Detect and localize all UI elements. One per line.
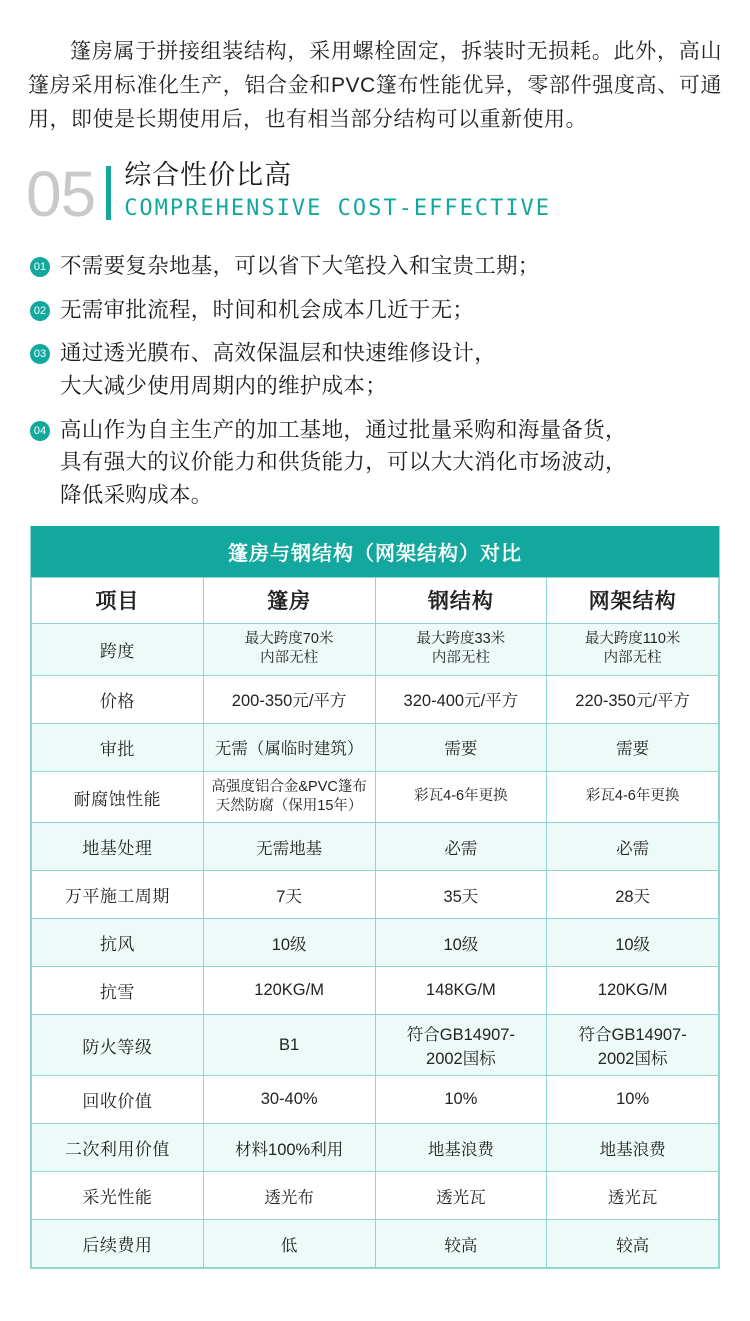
bullet-item: [30, 294, 728, 327]
table-row-label: 防火等级: [32, 1015, 204, 1076]
table-cell: [375, 623, 547, 675]
table-cell-line: 地基浪费: [427, 1140, 494, 1159]
table-row-label: 跨度: [32, 623, 204, 675]
bullet-item: [30, 414, 728, 512]
table-cell-line: 低: [280, 1236, 298, 1255]
table-cell: [547, 1015, 719, 1076]
table-row-label: 抗雪: [32, 967, 204, 1015]
table-cell-line: 天然防腐（保用15年）: [215, 798, 363, 815]
table-cell: [203, 1015, 375, 1076]
table-cell: [375, 1220, 547, 1268]
table-cell: [547, 1172, 719, 1220]
table-col-header: 网架结构: [547, 577, 719, 623]
section-heading: [26, 158, 728, 234]
table-cell-line: 35天: [443, 887, 479, 906]
table-row: [32, 723, 719, 771]
table-cell-line: 7天: [276, 887, 302, 906]
table-cell: [375, 967, 547, 1015]
table-cell-line: 内部无柱: [260, 650, 319, 667]
table-row-label: 耐腐蚀性能: [32, 771, 204, 823]
table-cell-line: 148KG/M: [426, 981, 496, 1000]
bullet-number-badge: 04: [30, 421, 50, 441]
table-cell: [547, 675, 719, 723]
comparison-table: [31, 526, 719, 1269]
table-cell-line: 10级: [615, 935, 651, 954]
document-page: [0, 21, 750, 1321]
table-row-label: 价格: [32, 675, 204, 723]
section-divider-bar: [106, 166, 111, 220]
table-cell: [547, 623, 719, 675]
table-cell-line: 较高: [616, 1236, 650, 1255]
table-col-header: 项目: [32, 577, 204, 623]
table-cell: [203, 1076, 375, 1124]
table-cell: [375, 723, 547, 771]
bullet-item: [30, 250, 728, 283]
table-cell-line: 10级: [271, 935, 307, 954]
table-cell: [203, 967, 375, 1015]
table-cell-line: 较高: [444, 1236, 478, 1255]
table-cell: [375, 1124, 547, 1172]
table-cell-line: B1: [279, 1035, 300, 1054]
section-title-en: COMPREHENSIVE COST-EFFECTIVE: [124, 196, 552, 222]
table-cell-line: 最大跨度70米: [244, 630, 334, 647]
table-cell: [375, 871, 547, 919]
table-header-row: [32, 577, 719, 623]
table-row-label: 后续费用: [32, 1220, 204, 1268]
table-cell: [547, 871, 719, 919]
table-cell-line: 必需: [444, 839, 478, 858]
table-cell-line: 符合GB14907-: [578, 1026, 687, 1045]
table-cell-line: 320-400元/平方: [403, 692, 519, 711]
table-col-header: 篷房: [203, 577, 375, 623]
table-cell: [375, 823, 547, 871]
intro-paragraph: 篷房属于拼接组装结构，采用螺栓固定，拆装时无损耗。此外，高山篷房采用标准化生产，铝合金和PVC篷布性能优异，零部件强度高、可通用，即使是长期使用后，也有相当部分结构可以重新使用。: [28, 40, 722, 132]
table-cell-line: 透光瓦: [607, 1188, 658, 1207]
table-row-label: 抗风: [32, 919, 204, 967]
table-cell: [203, 1124, 375, 1172]
table-cell-line: 需要: [616, 740, 650, 759]
table-cell-line: 28天: [615, 887, 651, 906]
bullet-line: 具有强大的议价能力和供货能力，可以大大消化市场波动，: [60, 450, 627, 475]
table-cell-line: 无需地基: [256, 839, 323, 858]
bullet-line: 通过透光膜布、高效保温层和快速维修设计，: [60, 341, 497, 366]
table-cell-line: 透光布: [264, 1188, 314, 1207]
table-cell-line: 彩瓦4-6年更换: [414, 788, 508, 805]
table-cell: [375, 675, 547, 723]
table-cell-line: 10%: [616, 1090, 650, 1109]
table-cell-line: 需要: [444, 740, 478, 759]
table-cell-line: 10级: [443, 935, 479, 954]
table-cell: [547, 1124, 719, 1172]
table-cell-line: 材料100%利用: [235, 1140, 344, 1159]
bullet-line: 降低采购成本。: [60, 483, 213, 508]
comparison-table-wrapper: [30, 526, 720, 1270]
table-col-header: 钢结构: [375, 577, 547, 623]
table-row-label: 万平施工周期: [32, 871, 204, 919]
table-row-label: 采光性能: [32, 1172, 204, 1220]
table-cell: [375, 919, 547, 967]
table-cell: [547, 1220, 719, 1268]
table-cell: [203, 823, 375, 871]
table-cell-line: 地基浪费: [599, 1140, 666, 1159]
bullet-line: 大大减少使用周期内的维护成本；: [60, 374, 388, 399]
table-row: [32, 871, 719, 919]
bullet-item: [30, 337, 728, 402]
table-row: [32, 1172, 719, 1220]
section-title-group: [124, 158, 551, 221]
table-cell-line: 2002国标: [426, 1050, 496, 1069]
table-cell: [203, 623, 375, 675]
table-row-label: 回收价值: [32, 1076, 204, 1124]
table-row: [32, 1124, 719, 1172]
table-row-label: 审批: [32, 723, 204, 771]
table-cell-line: 120KG/M: [254, 981, 324, 1000]
table-cell-line: 最大跨度33米: [416, 630, 506, 647]
bullet-number-badge: 01: [30, 257, 50, 277]
table-cell: [203, 675, 375, 723]
table-cell: [547, 723, 719, 771]
table-cell-line: 无需（属临时建筑）: [214, 740, 364, 759]
table-cell-line: 必需: [616, 839, 650, 858]
table-row: [32, 1015, 719, 1076]
table-row: [32, 919, 719, 967]
bullet-number-badge: 02: [30, 301, 50, 321]
section-number: 05: [26, 158, 96, 231]
table-body: [32, 623, 719, 1268]
table-cell-line: 120KG/M: [597, 981, 668, 1000]
bullet-number-badge: 03: [30, 344, 50, 364]
table-cell: [203, 919, 375, 967]
table-cell-line: 200-350元/平方: [231, 692, 347, 711]
table-cell-line: 高强度铝合金&PVC篷布: [211, 778, 367, 795]
table-cell-line: 内部无柱: [431, 650, 490, 667]
table-cell-line: 10%: [444, 1090, 478, 1109]
bullet-line: 高山作为自主生产的加工基地，通过批量采购和海量备货，: [60, 417, 627, 442]
table-cell: [375, 1015, 547, 1076]
table-cell-line: 符合GB14907-: [406, 1026, 515, 1045]
bullet-line: 无需审批流程，时间和机会成本几近于无；: [60, 297, 475, 322]
table-cell: [203, 871, 375, 919]
table-cell: [375, 1172, 547, 1220]
table-caption: 篷房与钢结构（网架结构）对比: [31, 526, 719, 577]
table-cell-line: 220-350元/平方: [575, 692, 690, 711]
bullet-text: [60, 337, 496, 402]
table-cell: [375, 771, 547, 823]
bullet-list: [30, 250, 728, 512]
table-cell: [203, 1172, 375, 1220]
table-cell: [547, 919, 719, 967]
table-cell: [203, 1220, 375, 1268]
table-cell-line: 30-40%: [260, 1090, 318, 1109]
bullet-text: [60, 414, 627, 512]
bullet-text: [60, 250, 540, 283]
table-cell: [547, 967, 719, 1015]
table-row: [32, 1220, 719, 1268]
table-cell: [203, 723, 375, 771]
table-row: [32, 623, 719, 675]
table-cell: [547, 771, 719, 823]
table-cell-line: 最大跨度110米: [584, 630, 681, 647]
section-title-cn: 综合性价比高: [124, 160, 293, 191]
table-cell-line: 2002国标: [597, 1050, 668, 1069]
table-cell: [547, 1076, 719, 1124]
table-cell-line: 彩瓦4-6年更换: [585, 788, 680, 805]
table-head: [32, 577, 719, 623]
table-row: [32, 675, 719, 723]
bullet-line: 不需要复杂地基，可以省下大笔投入和宝贵工期；: [60, 254, 540, 279]
table-row-label: 二次利用价值: [32, 1124, 204, 1172]
table-row: [32, 771, 719, 823]
table-cell-line: 内部无柱: [603, 650, 662, 667]
table-cell: [547, 823, 719, 871]
bullet-text: [60, 294, 474, 327]
table-cell: [375, 1076, 547, 1124]
table-cell: [203, 771, 375, 823]
table-row: [32, 967, 719, 1015]
table-row: [32, 823, 719, 871]
table-row: [32, 1076, 719, 1124]
table-row-label: 地基处理: [32, 823, 204, 871]
table-cell-line: 透光瓦: [436, 1188, 486, 1207]
